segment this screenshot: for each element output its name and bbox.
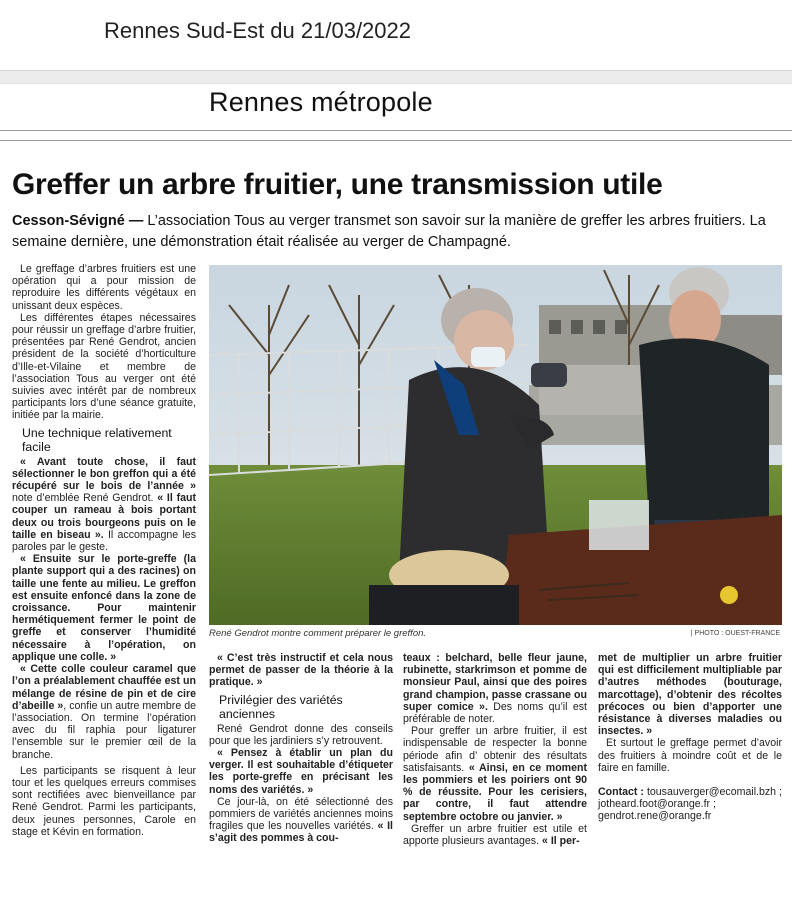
text: Des noms qu’il est préférable de noter. [403,700,587,726]
paragraph: René Gendrot donne des conseils pour que les jardiniers s’y retrouvent. [209,722,393,747]
text: note d’emblée René Gendrot. [12,492,158,505]
text: , confie un autre membre de l’association. On termine l’opération avec du fil raphia pour ligaturer l’ensemble sur le premier œil de la branche. [12,699,196,761]
paragraph [12,663,196,761]
paragraph [403,652,587,725]
paragraph [403,823,587,847]
section-rule-2 [0,140,792,141]
quote: « C’est très instructif et cela nous permet de passer de la théorie à la pratique. » [209,652,393,689]
paragraph [209,652,393,689]
quote: « Ainsi, en ce moment les pommiers et les poiriers ont 90 % de réussite. Pour les cerisiers, par contre, il faut attendre septembre octobre ou janvier. » [403,761,587,823]
quote: teaux : belchard, belle fleur jaune, rubinette, starkrimson et pomme de monsieur Paul, ainsi que des poires grand champion, passe crassane ou super comice ». [403,652,587,713]
quote: « Il s’agit des pommes à cou- [209,820,393,845]
article-column-2 [209,652,393,845]
contact-emails: tousauverger@ecomail.bzh ; jotheard.foot@orange.fr ; [598,786,782,811]
paragraph [403,725,587,823]
header-divider [0,70,792,84]
paragraph: Le greffage d’arbres fruitiers est une opération qui a pour mission de reproduire les différents végétaux en unissant deux espèces. [12,263,196,312]
contact-block [598,786,782,823]
text: Ce jour-là, on été sélectionné des pommiers de variétés anciennes moins fragiles que les nouvelles variétés. [209,795,393,833]
paragraph: Les différentes étapes nécessaires pour réussir un greffage d’arbre fruitier, présentées par René Gendrot, ancien président de la société d’horticulture d’Ille-et-Vilaine et membre de l’association Tous au verger ont été suivies avec intérêt par de nombreux participants lors d’une séance gratuite, initiée par la mairie. [12,311,196,422]
paragraph [12,553,196,663]
article-column-4 [598,652,782,823]
paragraph [598,652,782,737]
subheading: Privilégier des variétés anciennes [219,692,343,721]
quote: « Il faut couper un rameau à bois portant deux ou trois bourgeons puis on le taille en biseau ». [12,492,196,541]
article-column-1 [12,263,196,838]
text: Greffer un arbre fruitier est utile et apporte plusieurs avantages. [403,822,587,848]
contact-email: gendrot.rene@orange.fr [598,810,712,823]
orchard-photo-illustration [209,265,782,625]
paragraph: Et surtout le greffage permet d’avoir des fruitiers à moindre coût et de le faire en famille. [598,737,782,774]
contact-label: Contact : [598,786,644,799]
subheading: Une technique relativement facile [22,425,172,454]
article-headline: Greffer un arbre fruitier, une transmission utile [12,168,663,201]
text: Pour greffer un arbre fruitier, il est indispensable de respecter la bonne période afin d’ obtenir des résultats satisfaisants. [403,725,587,774]
quote: « Pensez à établir un plan du verger. Il est souhaitable d’étiqueter les porte-greffe en précisant les noms des variétés. » [209,747,393,796]
quote: « Avant toute chose, il faut sélectionner le bon greffon qui a été récupéré sur le bois de l’année » [12,455,196,493]
article-standfirst [12,211,782,253]
section-rule [0,130,792,131]
paragraph: Les participants se risquent à leur tour et les quelques erreurs commises sont rectifiées avec bienveillance par René Gendrot. Parmi les participants, deux jeunes personnes, Carole en stage et Kévin en formation. [12,764,196,838]
quote: « Cette colle couleur caramel que l’on a préalablement chauffée est un mélange de résine de pin et de cire d’abeille » [12,663,196,712]
photo-credit: | PHOTO : OUEST-FRANCE [690,630,780,637]
quote: « Il per- [542,835,580,848]
quote: met de multiplier un arbre fruitier qui est difficilement multipliable par d’autres méthodes (bouturage, marcottage), d’obtenir des récoltes précoces ou bien d’apporter une résistance à diverses maladies ou insectes. » [598,652,782,738]
section-title: Rennes métropole [209,87,433,117]
paragraph [209,796,393,845]
photo-caption: René Gendrot montre comment préparer le greffon. [209,628,427,639]
edition-title: Rennes Sud-Est du 21/03/2022 [104,18,412,43]
quote: « Ensuite sur le porte-greffe (la plante support qui a des racines) on taille une fente au milieu. Le greffon est ensuite enfoncé dans la zone de croissance. Pour maintenir hermétiquement fermer le point de greffe et conserver l’humidité nécessaire à l’opération, on applique une colle. » [12,553,196,663]
document-header [0,0,792,70]
dateline: Cesson-Sévigné — [12,213,144,229]
article-column-3 [403,652,587,847]
standfirst-text: L’association Tous au verger transmet son savoir sur la manière de greffer les arbres fruitiers. La semaine dernière, une démonstration était réalisée au verger de Champagné. [12,213,766,250]
paragraph [209,747,393,796]
article-photo [209,265,782,625]
text: Il accompagne les paroles par le geste. [12,528,196,554]
paragraph [12,456,196,554]
